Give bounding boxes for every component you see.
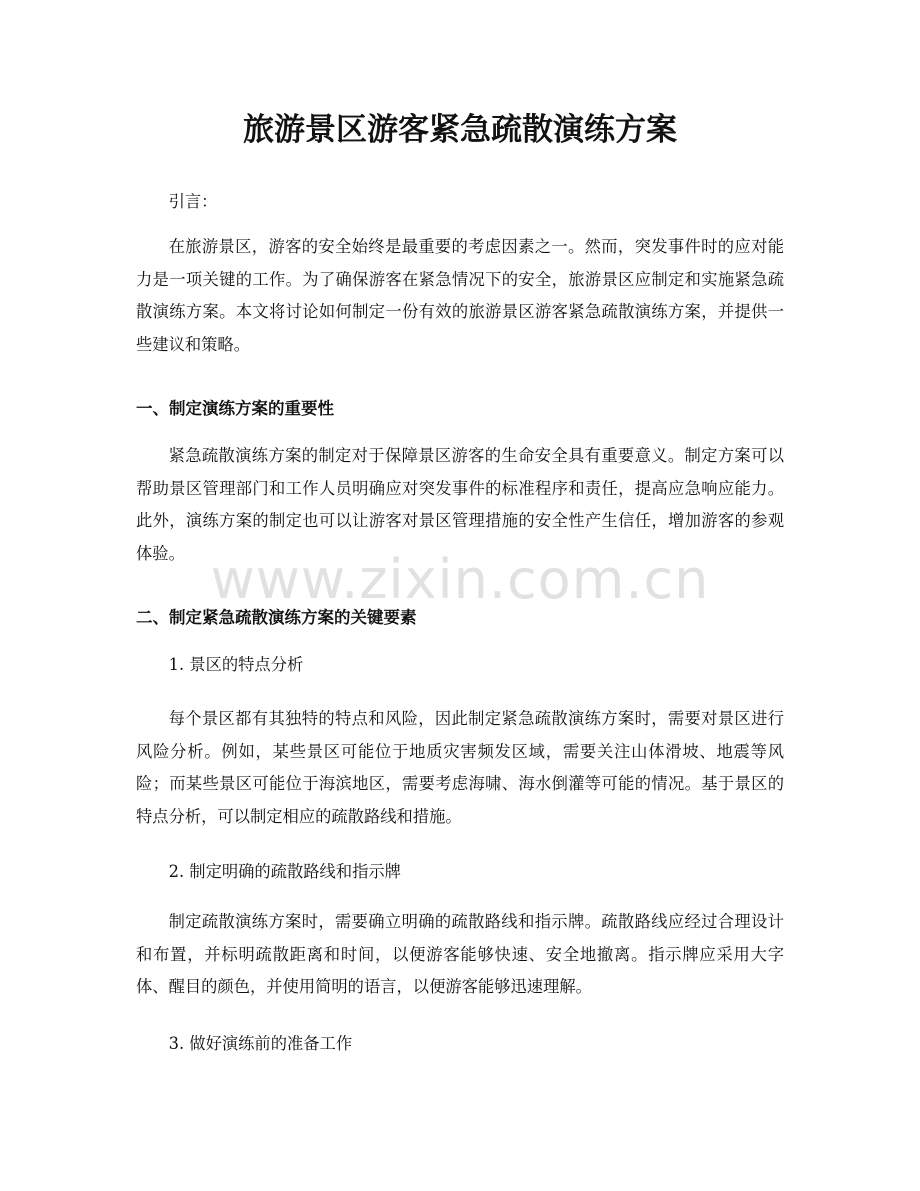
intro-paragraph: 在旅游景区，游客的安全始终是最重要的考虑因素之一。然而，突发事件时的应对能力是一项关键的工作。为了确保游客在紧急情况下的安全，旅游景区应制定和实施紧急疏散演练方案。本文将讨论如何制定一份有效的旅游景区游客紧急疏散演练方案，并提供一些建议和策略。	[136, 237, 784, 354]
item-2-label: 2. 制定明确的疏散路线和指示牌	[168, 862, 401, 881]
item-1-label: 1. 景区的特点分析	[168, 655, 304, 674]
item-1-paragraph: 每个景区都有其独特的特点和风险，因此制定紧急疏散演练方案时，需要对景区进行风险分析。例如，某些景区可能位于地质灾害频发区域，需要关注山体滑坡、地震等风险；而某些景区可能位于海滨地区，需要考虑海啸、海水倒灌等可能的情况。基于景区的特点分析，可以制定相应的疏散路线和措施。	[136, 709, 784, 826]
item-3-label: 3. 做好演练前的准备工作	[168, 1034, 353, 1053]
intro-label: 引言：	[168, 192, 218, 211]
document-title: 旅游景区游客紧急疏散演练方案	[243, 112, 677, 148]
section-1-paragraph: 紧急疏散演练方案的制定对于保障景区游客的生命安全具有重要意义。制定方案可以帮助景区管理部门和工作人员明确应对突发事件的标准程序和责任，提高应急响应能力。此外，演练方案的制定也可以让游客对景区管理措施的安全性产生信任，增加游客的参观体验。	[136, 446, 784, 563]
section-2-heading: 二、制定紧急疏散演练方案的关键要素	[136, 608, 417, 627]
section-1-heading: 一、制定演练方案的重要性	[136, 399, 334, 418]
watermark: www.zixin.com.cn	[210, 548, 710, 611]
item-2-paragraph: 制定疏散演练方案时，需要确立明确的疏散路线和指示牌。疏散路线应经过合理设计和布置，并标明疏散距离和时间，以便游客能够快速、安全地撤离。指示牌应采用大字体、醒目的颜色，并使用简明的语言，以便游客能够迅速理解。	[136, 912, 784, 996]
